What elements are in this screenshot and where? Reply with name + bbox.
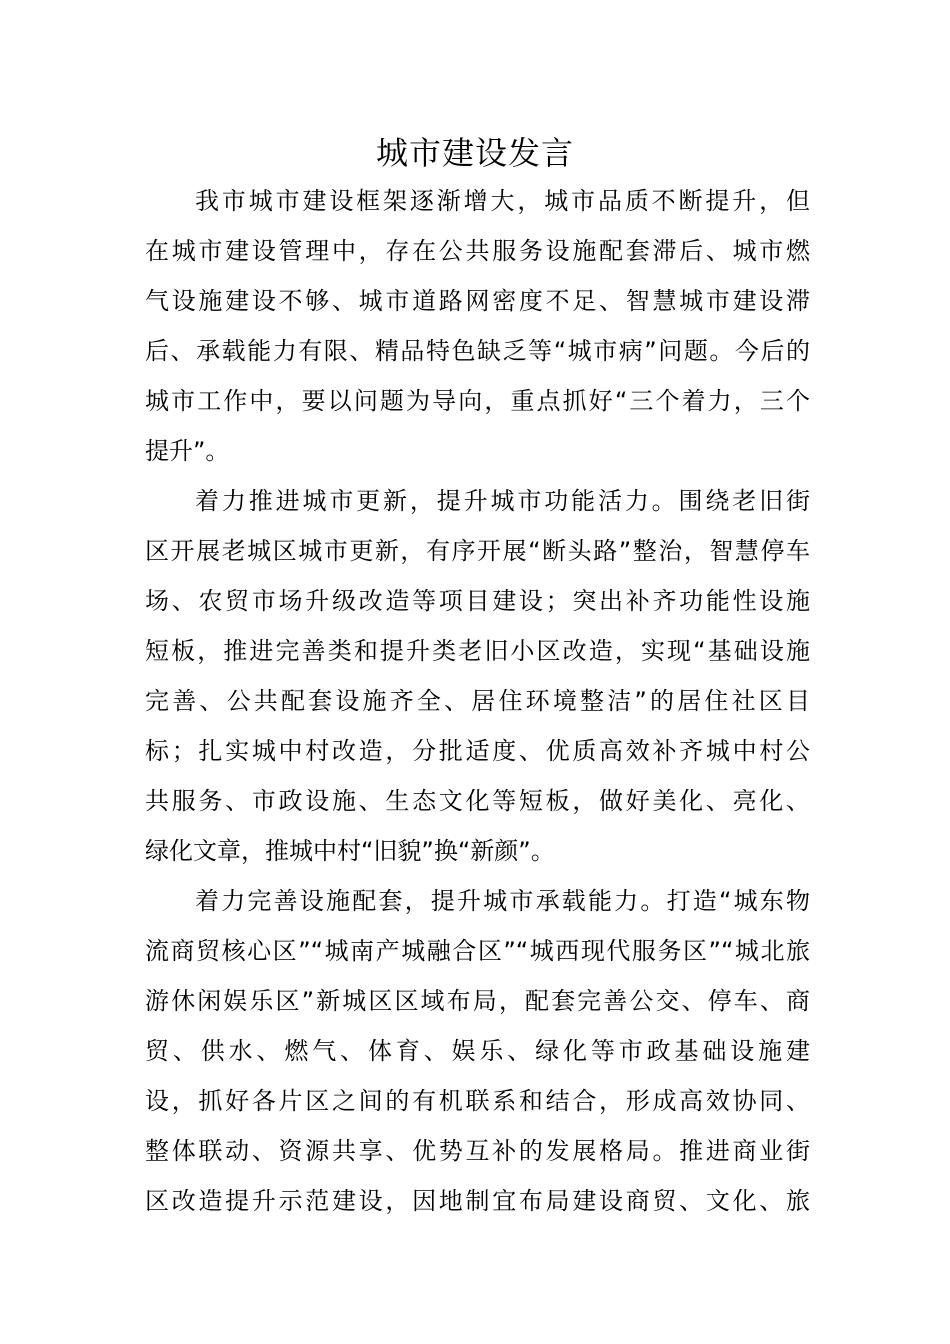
paragraph-line: 区开展老城区城市更新，有序开展“断头路”整治，智慧停车 — [145, 537, 810, 565]
paragraph-line: 短板，推进完善类和提升类老旧小区改造，实现“基础设施 — [145, 637, 810, 665]
paragraph-line: 着力完善设施配套，提升城市承载能力。打造“城东物 — [195, 887, 810, 915]
paragraph-line: 气设施建设不够、城市道路网密度不足、智慧城市建设滞 — [145, 287, 810, 315]
paragraph-line: 设，抓好各片区之间的有机联系和结合，形成高效协同、 — [145, 1087, 810, 1115]
paragraph-line: 提升”。 — [145, 437, 230, 465]
paragraph-line: 后、承载能力有限、精品特色缺乏等“城市病”问题。今后的 — [145, 337, 810, 365]
paragraph-line: 标；扎实城中村改造，分批适度、优质高效补齐城中村公 — [145, 737, 810, 765]
paragraph-line: 完善、公共配套设施齐全、居住环境整洁”的居住社区目 — [145, 687, 810, 715]
paragraph-1 — [145, 176, 810, 476]
paragraph-line: 城市工作中，要以问题为导向，重点抓好“三个着力，三个 — [145, 387, 810, 415]
paragraph-line: 整体联动、资源共享、优势互补的发展格局。推进商业街 — [145, 1137, 810, 1165]
paragraph-line: 贸、供水、燃气、体育、娱乐、绿化等市政基础设施建 — [145, 1037, 810, 1065]
paragraph-line: 场、农贸市场升级改造等项目建设；突出补齐功能性设施 — [145, 587, 810, 615]
document-body — [145, 176, 810, 1226]
paragraph-line: 共服务、市政设施、生态文化等短板，做好美化、亮化、 — [145, 787, 810, 815]
paragraph-line: 游休闲娱乐区”新城区区域布局，配套完善公交、停车、商 — [145, 987, 810, 1015]
document-title: 城市建设发言 — [375, 134, 574, 172]
paragraph-line: 我市城市建设框架逐渐增大，城市品质不断提升，但 — [195, 187, 810, 215]
paragraph-line: 在城市建设管理中，存在公共服务设施配套滞后、城市燃 — [145, 237, 810, 265]
paragraph-line: 区改造提升示范建设，因地制宜布局建设商贸、文化、旅 — [145, 1187, 810, 1215]
paragraph-line: 着力推进城市更新，提升城市功能活力。围绕老旧街 — [195, 487, 810, 515]
paragraph-2 — [145, 476, 810, 876]
paragraph-line: 流商贸核心区”“城南产城融合区”“城西现代服务区”“城北旅 — [145, 937, 810, 965]
paragraph-3 — [145, 876, 810, 1226]
paragraph-line: 绿化文章，推城中村“旧貌”换“新颜”。 — [145, 837, 555, 865]
